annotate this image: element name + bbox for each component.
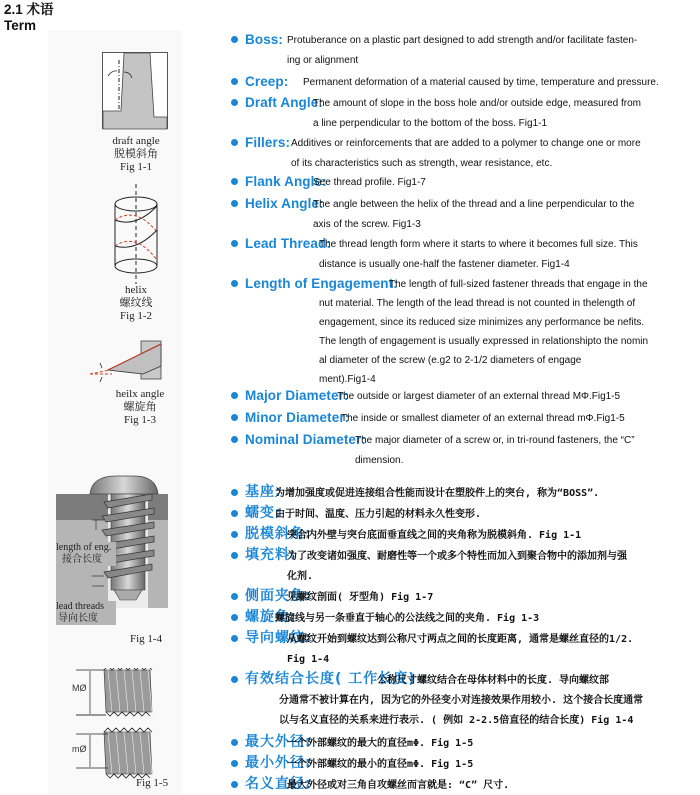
term-label: Flank Angle: bbox=[245, 174, 327, 189]
helix-angle-figure bbox=[88, 340, 168, 384]
term-label: 侧面夹角: bbox=[245, 588, 312, 604]
draft-angle-label-en: draft angle bbox=[112, 135, 160, 147]
bullet-icon bbox=[231, 489, 238, 496]
length-of-engagement-en: length of eng. bbox=[56, 542, 112, 553]
bullet-icon bbox=[231, 178, 238, 185]
bullet-icon bbox=[231, 739, 238, 746]
term-label: Fillers: bbox=[245, 135, 291, 150]
term-label: 蠕变: bbox=[245, 505, 282, 521]
term-label: Draft Angle: bbox=[245, 95, 323, 110]
term-label: 名义直径: bbox=[245, 776, 312, 792]
helix-angle-label-en: heilx angle bbox=[115, 388, 165, 400]
term-definition-line: 最大外径或对三角自攻螺丝而言就是: “C” 尺寸. bbox=[287, 780, 510, 791]
term-definition-line: The amount of slope in the boss hole and/or outside edge, measured from bbox=[313, 98, 641, 109]
bullet-icon bbox=[231, 676, 238, 683]
term-definition-line: See thread profile. Fig1-7 bbox=[313, 177, 426, 188]
bullet-icon bbox=[231, 139, 238, 146]
bullet-icon bbox=[231, 510, 238, 517]
helix-label-en: helix bbox=[125, 284, 147, 296]
helix-caption bbox=[100, 284, 172, 323]
term-definition-line: The inside or smallest diameter of an external thread mΦ.Fig1-5 bbox=[341, 413, 625, 424]
minor-diameter-label: mØ bbox=[72, 744, 87, 754]
term-definition-line: axis of the screw. Fig1-3 bbox=[313, 219, 421, 230]
term-definition-line: Additives or reinforcements that are added to a polymer to change one or more bbox=[291, 138, 641, 149]
bullet-icon bbox=[231, 280, 238, 287]
term-definition-line: of its characteristics such as strength, wear resistance, etc. bbox=[291, 158, 553, 169]
bullet-icon bbox=[231, 552, 238, 559]
term-definition-line: The thread length form where it starts to where it becomes full size. This bbox=[319, 239, 638, 250]
term-definition-line: Protuberance on a plastic part designed to add strength and/or facilitate fasten- bbox=[287, 35, 638, 46]
minor-diameter-thread bbox=[76, 728, 152, 778]
helix-angle-label-zh: 螺旋角 bbox=[123, 401, 157, 413]
term-label: 导向螺纹: bbox=[245, 630, 312, 646]
bullet-icon bbox=[231, 614, 238, 621]
term-label: 螺旋角: bbox=[245, 609, 297, 625]
draft-angle-figure bbox=[102, 52, 168, 130]
term-definition-line: distance is usually one-half the fastener diameter. Fig1-4 bbox=[319, 259, 570, 270]
major-diameter-thread bbox=[76, 668, 152, 716]
term-definition-line: Permanent deformation of a material caused by time, temperature and pressure. bbox=[303, 77, 659, 88]
term-label: Lead Thread: bbox=[245, 236, 331, 251]
bullet-icon bbox=[231, 781, 238, 788]
major-diameter-label: MØ bbox=[72, 683, 87, 693]
term-definition-line: 化剂. bbox=[287, 571, 314, 582]
term-definition-line: 由于时间、温度、压力引起的材料永久性变形. bbox=[275, 509, 482, 520]
bullet-icon bbox=[231, 436, 238, 443]
term-definition-line: 从螺纹开始到螺纹达到公称尺寸两点之间的长度距离, 通常是螺丝直径的1/2. bbox=[287, 634, 634, 645]
term-definition-line: dimension. bbox=[355, 455, 404, 466]
helix-angle-caption bbox=[100, 388, 180, 427]
term-label: 填充料: bbox=[245, 547, 297, 563]
term-label: Major Diameter: bbox=[245, 388, 349, 403]
term-label: 脱模斜角: bbox=[245, 526, 312, 542]
bullet-icon bbox=[231, 760, 238, 767]
helix-label-zh: 螺纹线 bbox=[119, 297, 153, 309]
bullet-icon bbox=[231, 78, 238, 85]
term-definition-line: 以与名义直径的关系来进行表示. ( 例如 2-2.5倍直径的结合长度) Fig 1-4 bbox=[279, 715, 634, 726]
term-definition-line: 一个外部螺纹的最大的直径mΦ. Fig 1-5 bbox=[287, 738, 474, 749]
term-definition-line: 见螺纹剖面( 牙型角) Fig 1-7 bbox=[287, 592, 434, 603]
fig-1-2-label: Fig 1-2 bbox=[119, 310, 153, 322]
lead-threads-en: lead threads bbox=[56, 601, 105, 612]
term-definition-line: The angle between the helix of the thread and a line perpendicular to the bbox=[313, 199, 635, 210]
section-heading bbox=[4, 2, 54, 34]
helix-figure bbox=[112, 184, 160, 284]
lead-threads-zh: 导向长度 bbox=[58, 613, 98, 624]
term-definition-line: 突合内外壁与突台底面垂直线之间的夹角称为脱模斜角. Fig 1-1 bbox=[287, 530, 582, 541]
term-definition-line: The length of full-sized fastener threads that engage in the bbox=[389, 279, 648, 290]
term-definition-line: Fig 1-4 bbox=[287, 654, 330, 665]
bullet-icon bbox=[231, 531, 238, 538]
fig-1-1-label: Fig 1-1 bbox=[119, 161, 153, 173]
bullet-icon bbox=[231, 99, 238, 106]
bullet-icon bbox=[231, 240, 238, 247]
term-label: Helix Angle: bbox=[245, 196, 324, 211]
section-title-en: Term bbox=[4, 18, 37, 33]
term-definition-line: 为增加强度或促进连接组合性能而设计在塑胶件上的突台, 称为“BOSS”. bbox=[275, 488, 600, 499]
term-definition-line: 公称尺寸螺纹结合在母体材料中的长度. 导向螺纹部 bbox=[377, 675, 610, 686]
term-definition-line: 分通常不被计算在内, 因为它的外径变小对连接效果作用较小. 这个接合长度通常 bbox=[279, 695, 644, 706]
bullet-icon bbox=[231, 414, 238, 421]
term-definition-line: engagement, since its reduced size minimizes any performance be nefits. bbox=[319, 317, 645, 328]
bullet-icon bbox=[231, 392, 238, 399]
engagement-labels bbox=[56, 542, 116, 566]
term-definition-line: a line perpendicular to the bottom of the boss. Fig1-1 bbox=[313, 118, 548, 129]
term-label: Creep: bbox=[245, 74, 289, 89]
term-definition-line: The major diameter of a screw or, in tri-round fasteners, the “C” bbox=[355, 435, 635, 446]
lead-thread-labels bbox=[56, 601, 116, 625]
fig-1-5-label: Fig 1-5 bbox=[136, 777, 169, 789]
term-label: 有效结合长度( 工作长度) : bbox=[245, 671, 429, 687]
term-definition-line: al diameter of the screw (e.g2 to 2-1/2 diameters of engage bbox=[319, 355, 582, 366]
term-definition-line: ment).Fig1-4 bbox=[319, 374, 376, 385]
term-label: 最小外径: bbox=[245, 755, 312, 771]
term-definition-line: 为了改变诸如强度、耐磨性等一个或多个特性而加入到聚合物中的添加剂与强 bbox=[287, 551, 627, 562]
term-definition-line: nut material. The length of the lead thread is not counted in thelength of bbox=[319, 298, 636, 309]
bullet-icon bbox=[231, 200, 238, 207]
bullet-icon bbox=[231, 635, 238, 642]
fig-1-4-label: Fig 1-4 bbox=[130, 633, 163, 645]
fig-1-3-label: Fig 1-3 bbox=[123, 414, 157, 426]
term-label: Length of Engagement: bbox=[245, 276, 398, 291]
term-label: Boss: bbox=[245, 32, 284, 47]
bullet-icon bbox=[231, 36, 238, 43]
bullet-icon bbox=[231, 593, 238, 600]
term-definition-line: ing or alignment bbox=[287, 55, 359, 66]
term-label: Nominal Diameter: bbox=[245, 432, 366, 447]
term-label: Minor Diameter: bbox=[245, 410, 350, 425]
draft-angle-label-zh: 脱模斜角 bbox=[114, 148, 158, 160]
length-of-engagement-zh: 接合长度 bbox=[62, 554, 102, 565]
term-definition-line: The length of engagement is usually expressed in relationshipto the nomin bbox=[319, 336, 649, 347]
thread-diameter-figure bbox=[74, 668, 158, 784]
section-title-zh: 2.1 术语 bbox=[4, 2, 54, 17]
draft-angle-caption bbox=[100, 135, 172, 174]
term-definition-line: 一个外部螺纹的最小的直径mΦ. Fig 1-5 bbox=[287, 759, 474, 770]
term-label: 基座: bbox=[245, 484, 282, 500]
term-definition-line: The outside or largest diameter of an external thread MΦ.Fig1-5 bbox=[337, 391, 621, 402]
term-label: 最大外径: bbox=[245, 734, 312, 750]
term-definition-line: 螺旋线与另一条垂直于轴心的公法线之间的夹角. Fig 1-3 bbox=[275, 613, 540, 624]
